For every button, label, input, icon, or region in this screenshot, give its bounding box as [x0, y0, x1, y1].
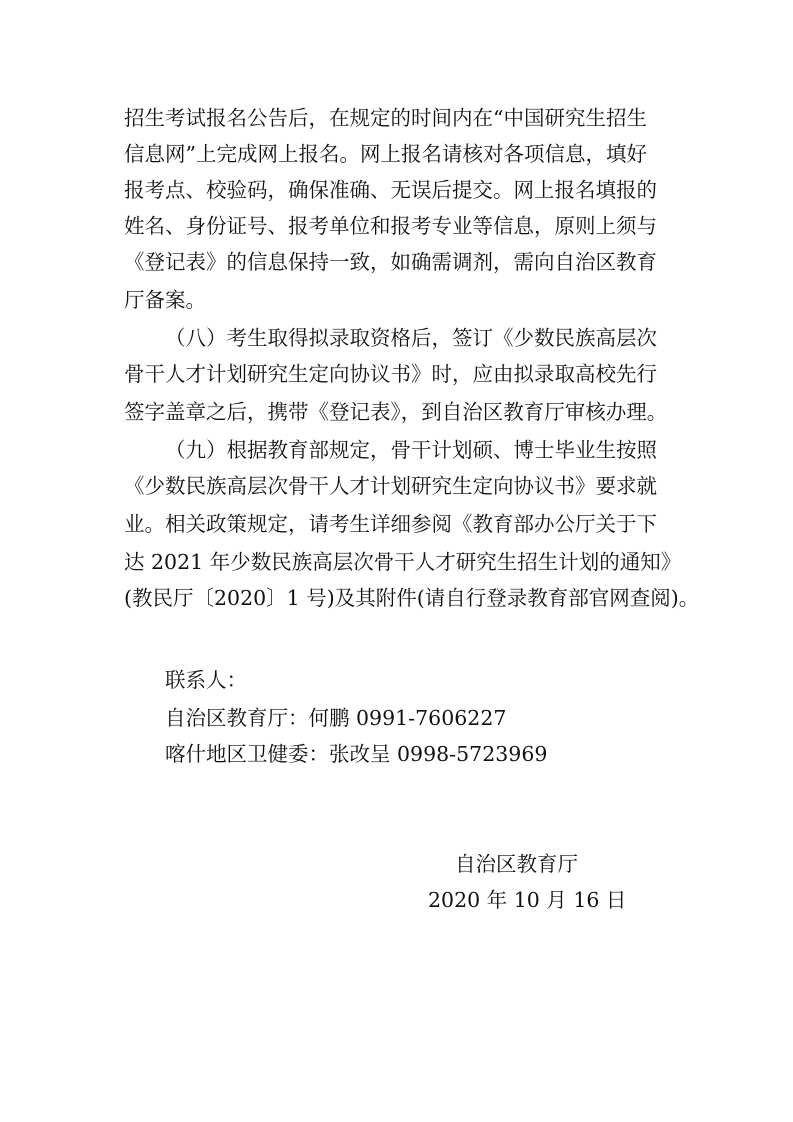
paragraph-2-line-1: （八）考生取得拟录取资格后，签订《少数民族高层次: [165, 326, 657, 350]
paragraph-2-line-2: 骨干人才计划研究生定向协议书》时，应由拟录取高校先行: [124, 362, 657, 386]
paragraph-2-line-3: 签字盖章之后，携带《登记表》，到自治区教育厅审核办理。: [124, 400, 668, 424]
contact-item-1: 自治区教育厅：何鹏 0991-7606227: [165, 706, 507, 730]
contacts-heading: 联系人：: [165, 668, 247, 692]
paragraph-1-line-3: 报考点、校验码，确保准确、无误后提交。网上报名填报的: [124, 178, 657, 202]
paragraph-1-line-1: 招生考试报名公告后，在规定的时间内在“中国研究生招生: [124, 106, 647, 130]
signature-date: 2020 年 10 月 16 日: [428, 888, 627, 912]
paragraph-3-line-2: 《少数民族高层次骨干人才计划研究生定向协议书》要求就: [124, 474, 657, 498]
paragraph-1-line-4: 姓名、身份证号、报考单位和报考专业等信息，原则上须与: [124, 214, 657, 238]
paragraph-3-line-3: 业。相关政策规定，请考生详细参阅《教育部办公厅关于下: [124, 512, 657, 536]
paragraph-3-line-4: 达 2021 年少数民族高层次骨干人才研究生招生计划的通知》: [124, 550, 682, 574]
contact-item-2: 喀什地区卫健委：张改呈 0998-5723969: [165, 742, 548, 766]
paragraph-3-line-1: （九）根据教育部规定，骨干计划硕、博士毕业生按照: [165, 438, 657, 462]
paragraph-3-line-5: (教民厅〔2020〕1 号)及其附件(请自行登录教育部官网查阅)。: [124, 586, 700, 610]
paragraph-1-line-5: 《登记表》的信息保持一致，如确需调剂，需向自治区教育: [124, 250, 657, 274]
paragraph-1-line-2: 信息网”上完成网上报名。网上报名请核对各项信息，填好: [124, 142, 647, 166]
signature-organization: 自治区教育厅: [455, 852, 578, 876]
paragraph-1-line-6: 厅备案。: [124, 288, 206, 312]
